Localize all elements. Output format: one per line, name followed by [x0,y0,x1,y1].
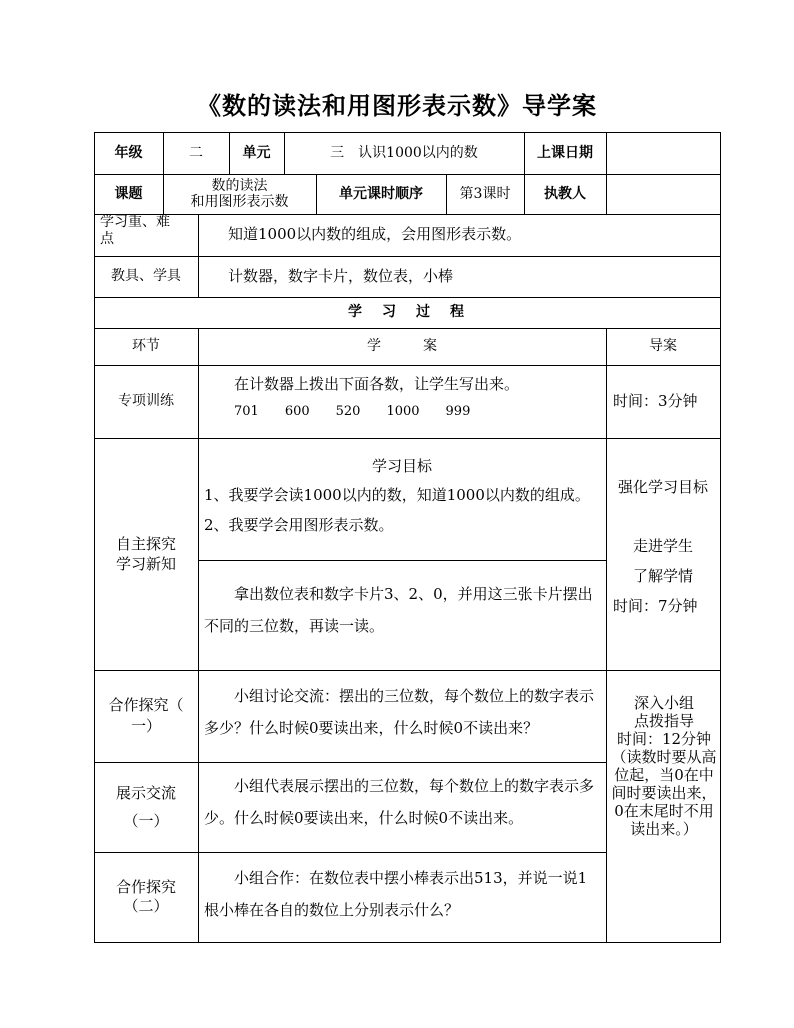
grade-value: 二 [189,144,203,161]
self-exploration-guide [606,438,720,670]
special-training-numbers: 701 600 520 1000 999 [234,404,471,419]
stage-cooperation-one [94,670,198,762]
teaching-aids-value: 计数器，数字卡片，数位表，小棒 [228,266,454,285]
stage-name-line: 一） [130,717,161,735]
key-points-label-line: 点 [100,230,114,247]
stage-special-training: 专项训练 [118,393,174,410]
lesson-order-label: 单元课时顺序 [339,185,423,202]
stage-self-exploration [94,438,198,670]
topic-label: 课题 [114,185,143,202]
section-title: 学 习 过 程 [348,304,467,321]
stage-name-line: （二） [123,897,169,915]
document-title: 《数的读法和用图形表示数》导学案 [197,91,597,120]
merged-guide-notes: 深入小组 点拨指导 时间：12分钟 （读数时要从高位起，当0在中间时要读出来，0在末尾时不用读出来。） [611,694,717,838]
stage-cooperation-two [94,852,198,942]
topic-value [163,174,316,214]
learning-goal-item: 1、我要学会读1000以内的数，知道1000以内数的组成。 [204,486,590,504]
teaching-aids-label: 教具、学具 [111,268,181,285]
learning-goals [198,438,606,560]
cooperation-one-content [198,670,606,762]
stage-name-line: 自主探究 [115,534,176,553]
showcase-one-content [198,762,606,852]
guide-line: 时间：7分钟 [613,597,698,615]
special-training-instruction: 在计数器上拨出下面各数，让学生写出来。 [234,375,520,393]
key-points-label [94,214,198,256]
topic-line: 和用图形表示数 [190,194,289,210]
key-points-value: 知道1000以内数的组成，会用图形表示数。 [228,225,522,244]
table-border-bottom [94,942,721,943]
teacher-value [606,174,720,214]
guide-line: 走进学生 [632,537,693,555]
unit-label: 单元 [242,144,271,161]
grade-label: 年级 [114,144,143,161]
card-task [198,560,606,670]
stage-name-line: 学习新知 [115,555,176,573]
key-points-label-line: 学习重、难 [100,214,170,230]
date-value [606,132,720,174]
stage-name-line: 合作探究（ [108,696,184,714]
stage-showcase-one [94,762,198,852]
special-training-time: 时间：3分钟 [613,391,698,410]
stage-name-line: 合作探究 [115,878,176,897]
date-label: 上课日期 [537,144,593,161]
showcase-one-text: 小组代表展示摆出的三位数，每个数位上的数字表示多少。什么时候0要读出来，什么时候0不读出来。 [204,777,595,827]
topic-line: 数的读法 [211,177,268,194]
table-border-right [720,132,721,943]
guide-line: 了解学情 [632,567,693,585]
header-stage: 环节 [132,338,160,355]
learning-goal-item: 2、我要学会用图形表示数。 [204,516,394,534]
unit-value: 三 认识1000以内的数 [330,144,478,161]
stage-name-line: 展示交流 [115,783,176,802]
special-training-content [198,365,606,438]
header-guide-plan: 导案 [649,338,677,355]
learning-goals-title: 学习目标 [371,457,432,475]
cooperation-two-text: 小组合作：在数位表中摆小棒表示出513，并说一说1根小棒在各自的数位上分别表示什么？ [204,869,588,919]
cooperation-one-text: 小组讨论交流：摆出的三位数，每个数位上的数字表示多少？什么时候0要读出来，什么时候0不读出来？ [204,687,595,737]
lesson-order-value: 第3课时 [459,185,511,202]
card-task-text: 拿出数位表和数字卡片3、2、0，并用这三张卡片摆出不同的三位数，再读一读。 [204,585,593,635]
header-study-plan: 学 案 [367,338,437,355]
teacher-label: 执教人 [544,185,586,202]
stage-name-line: （一） [123,812,169,830]
guide-line: 强化学习目标 [617,478,708,496]
cooperation-two-content [198,852,606,942]
